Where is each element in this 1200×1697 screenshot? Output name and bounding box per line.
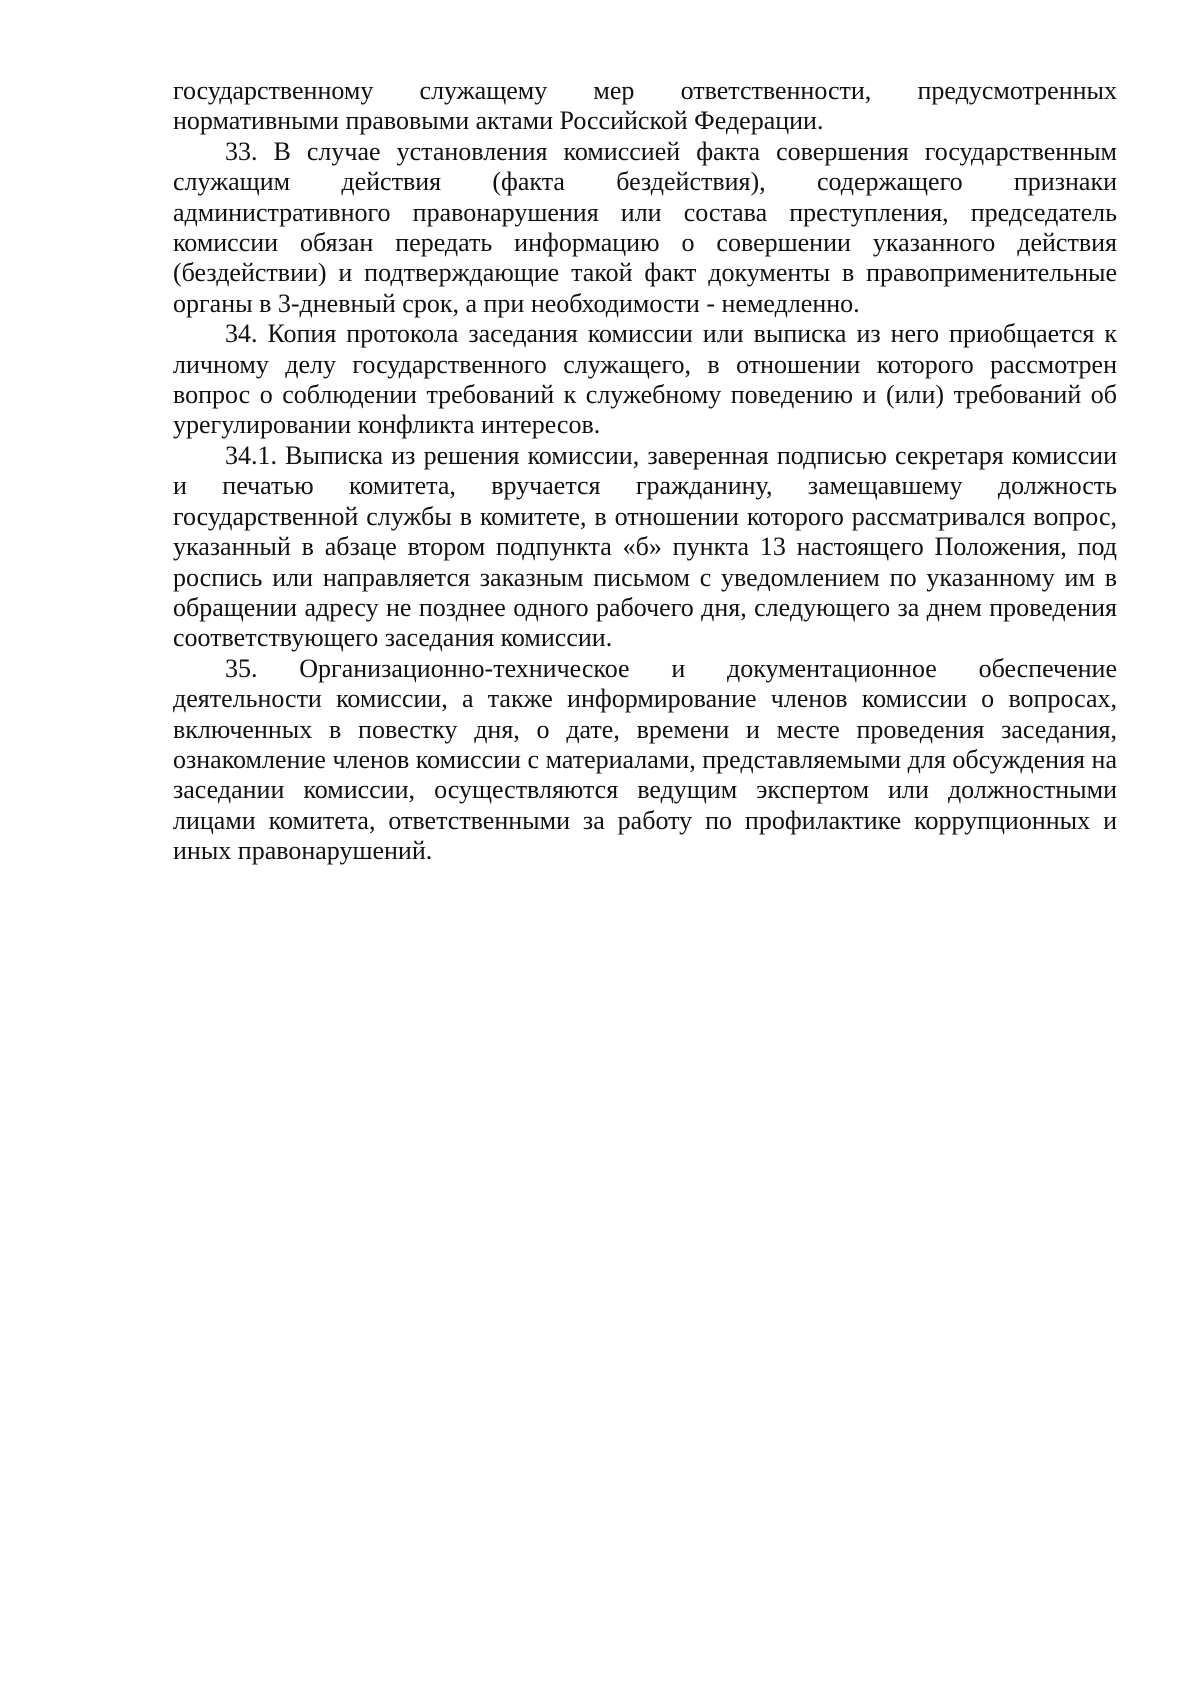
document-body	[173, 76, 1117, 867]
paragraph-34: 34. Копия протокола заседания комиссии или выписка из него приобщается к личному делу государственного служащего, в отношении которого рассмотрен вопрос о соблюдении требований к служебному поведению и (или) требований об урегулировании конфликта интересов.	[173, 319, 1117, 440]
paragraph-34-1: 34.1. Выписка из решения комиссии, заверенная подписью секретаря комиссии и печатью комитета, вручается гражданину, замещавшему должность государственной службы в комитете, в отношении которого рассматривался вопрос, указанный в абзаце втором подпункта «б» пункта 13 настоящего Положения, под роспись или направляется заказным письмом с уведомлением по указанному им в обращении адресу не позднее одного рабочего дня, следующего за днем проведения соответствующего заседания комиссии.	[173, 440, 1117, 653]
paragraph-33: 33. В случае установления комиссией факта совершения государственным служащим действия (факта бездействия), содержащего признаки административного правонарушения или состава преступления, председатель комиссии обязан передать информацию о совершении указанного действия (бездействии) и подтверждающие такой факт документы в правоприменительные органы в 3-дневный срок, а при необходимости - немедленно.	[173, 136, 1117, 318]
paragraph-continuation: государственному служащему мер ответственности, предусмотренных нормативными правовыми актами Российской Федерации.	[173, 76, 1117, 136]
paragraph-35: 35. Организационно-техническое и документационное обеспечение деятельности комиссии, а также информирование членов комиссии о вопросах, включенных в повестку дня, о дате, времени и месте проведения заседания, ознакомление членов комиссии с материалами, представляемыми для обсуждения на заседании комиссии, осуществляются ведущим экспертом или должностными лицами комитета, ответственными за работу по профилактике коррупционных и иных правонарушений.	[173, 653, 1117, 866]
